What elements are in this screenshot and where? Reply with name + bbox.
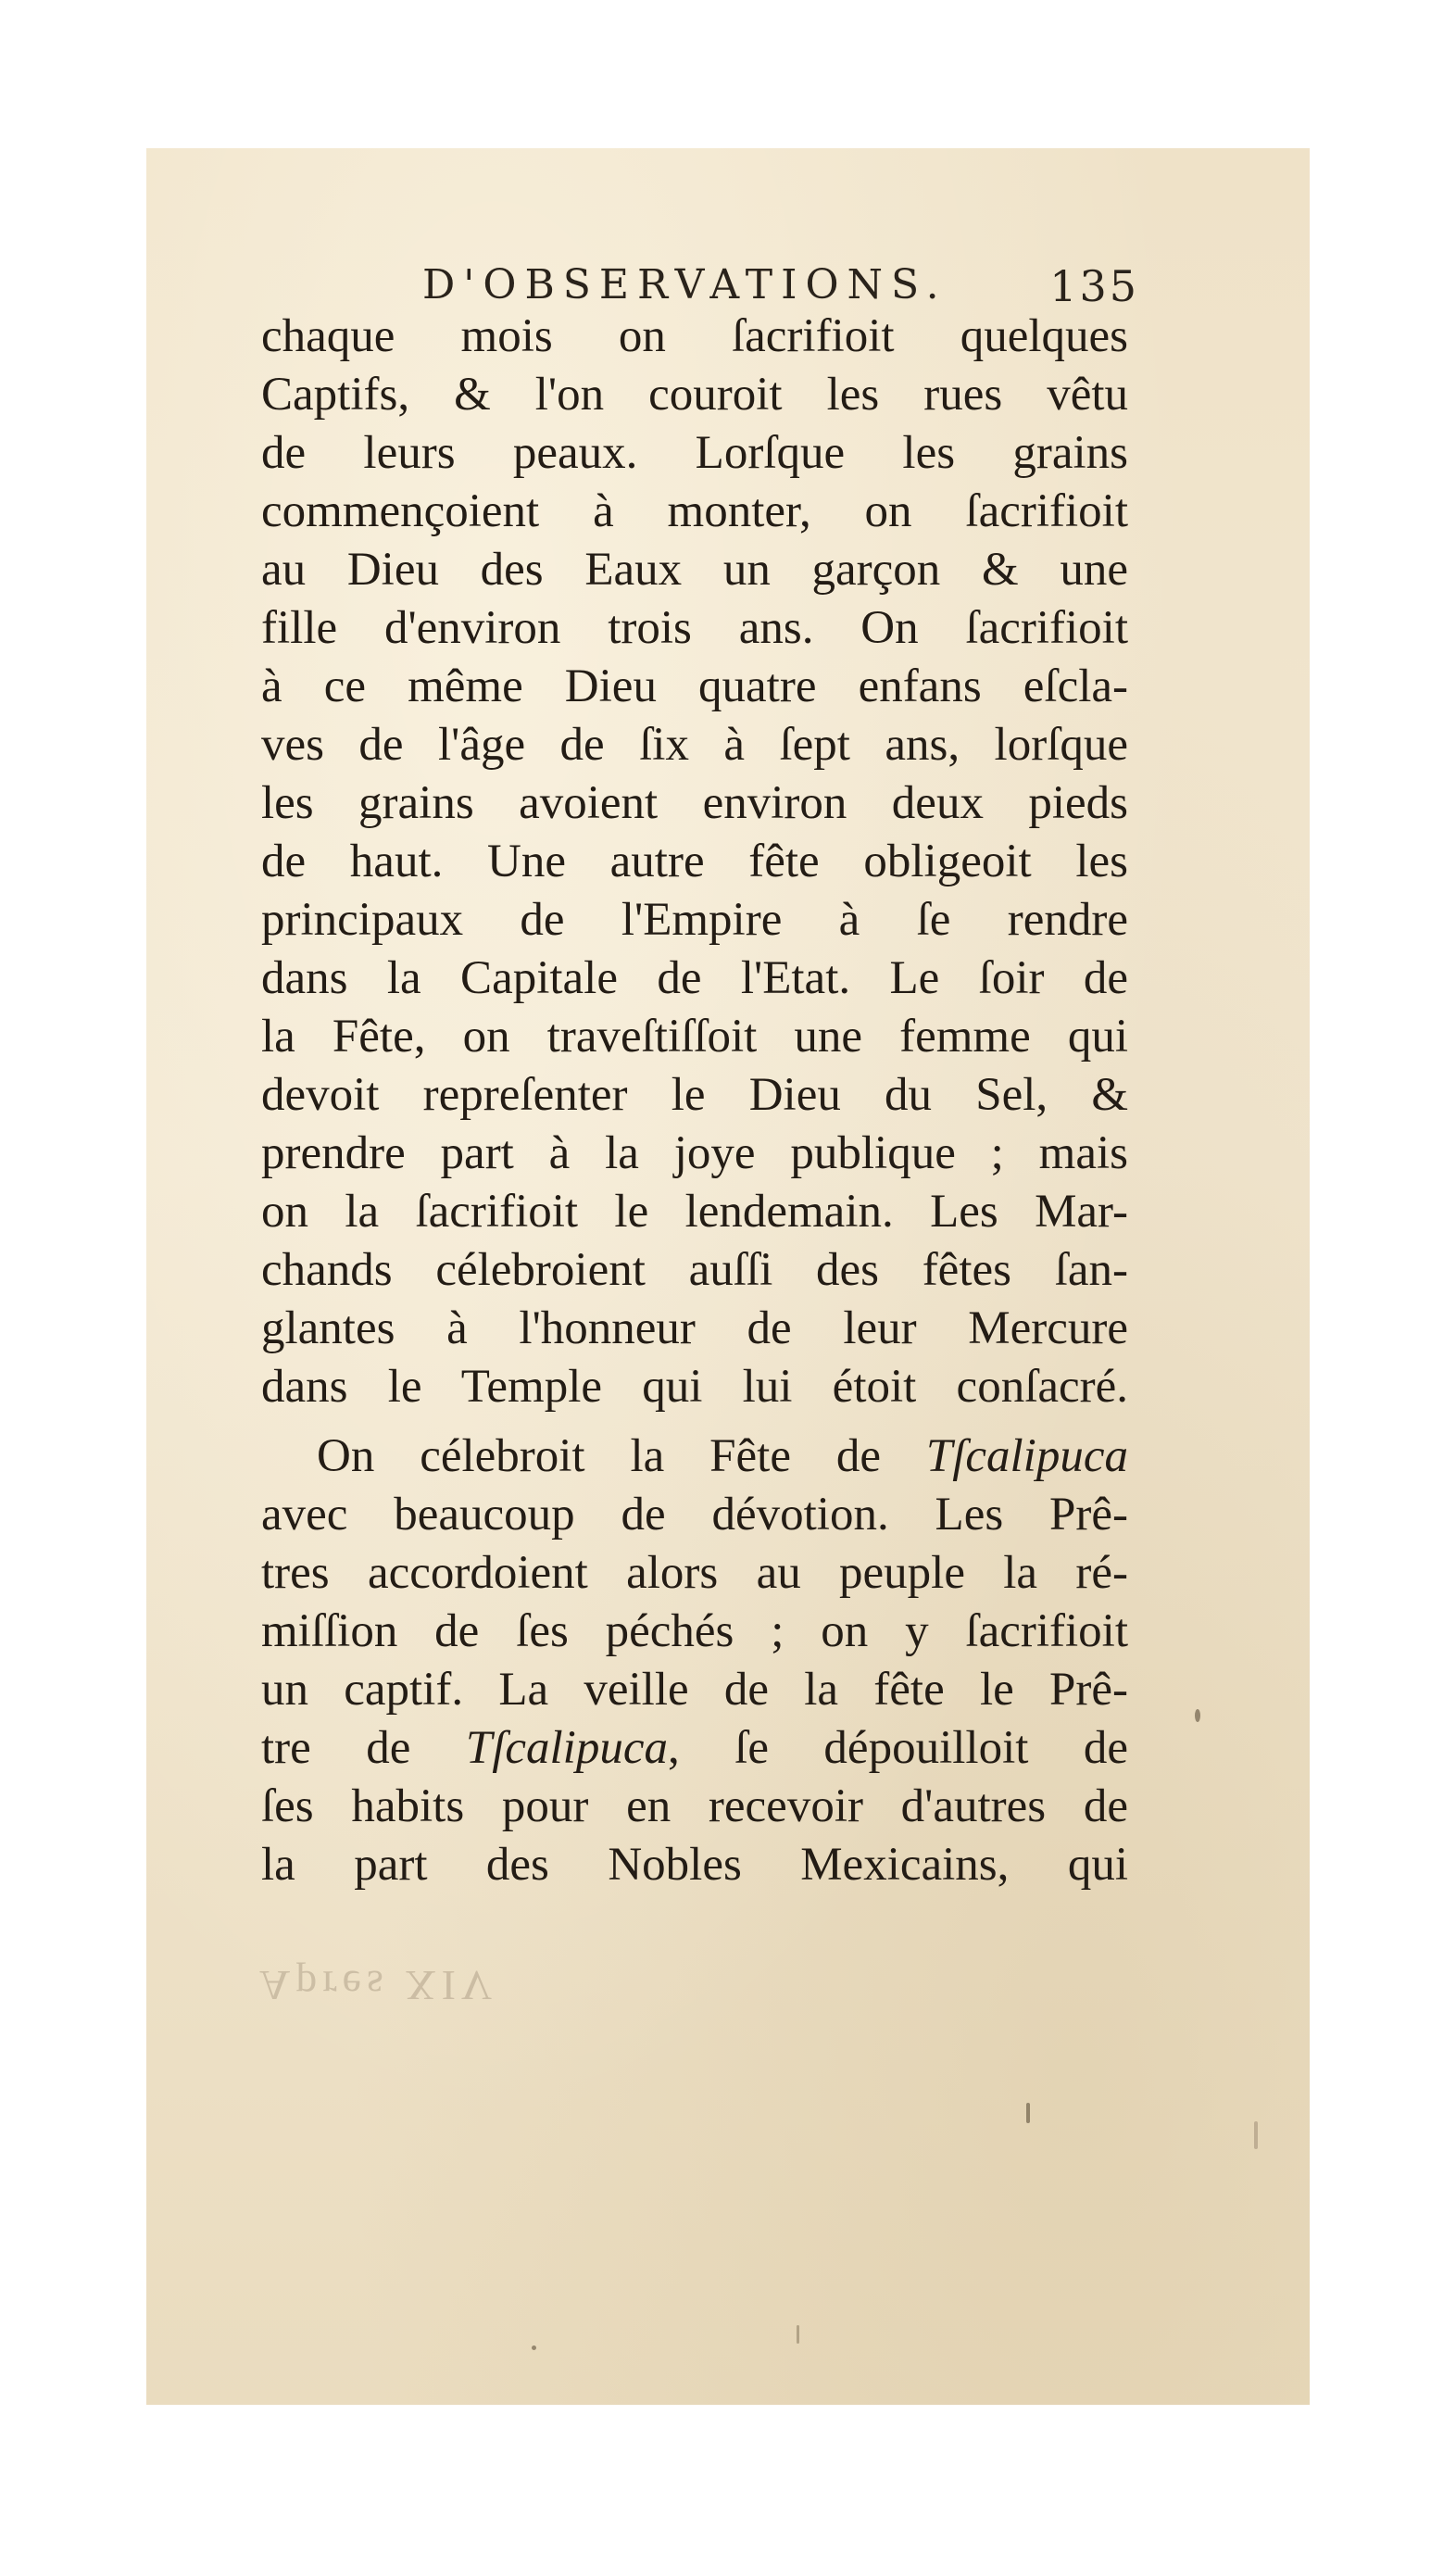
text-line: ves de l'âge de ſix à ſept ans, lorſque (261, 719, 1128, 771)
paper-speck (1195, 1709, 1200, 1722)
text-line: de haut. Une autre fête obligeoit les (261, 836, 1128, 887)
text-line: tre de Tſcalipuca, ſe dépouilloit de (261, 1722, 1128, 1774)
text-line: les grains avoient environ deux pieds (261, 777, 1128, 829)
text-line: dans la Capitale de l'Etat. Le ſoir de (261, 952, 1128, 1004)
page-number: 135 (1049, 261, 1139, 311)
text-line: à ce même Dieu quatre enfans eſcla- (261, 660, 1128, 712)
text-line: avec beaucoup de dévotion. Les Prê- (261, 1489, 1128, 1541)
text-line: tres accordoient alors au peuple la ré- (261, 1547, 1128, 1599)
text-line: commençoient à monter, on ſacrifioit (261, 485, 1128, 537)
text-line: ſes habits pour en recevoir d'autres de (261, 1780, 1128, 1832)
text-line: au Dieu des Eaux un garçon & une (261, 544, 1128, 596)
text-line: miſſion de ſes péchés ; on y ſacrifioit (261, 1605, 1128, 1657)
text-line: glantes à l'honneur de leur Mercure (261, 1302, 1128, 1354)
text-line: prendre part à la joye publique ; mais (261, 1127, 1128, 1179)
paper-speck (532, 2345, 536, 2350)
paper-speck (797, 2325, 799, 2344)
text-line: on la ſacrifioit le lendemain. Les Mar- (261, 1186, 1128, 1238)
paper-speck (1254, 2121, 1258, 2149)
text-line: Captifs, & l'on couroit les rues vêtu (261, 369, 1128, 421)
text-line: la Fête, on traveſtiſſoit une femme qui (261, 1011, 1128, 1063)
text-line: principaux de l'Empire à ſe rendre (261, 894, 1128, 946)
text-line: la part des Nobles Mexicains, qui (261, 1839, 1128, 1891)
text-line: de leurs peaux. Lorſque les grains (261, 427, 1128, 479)
text-line: chaque mois on ſacrifioit quelques (261, 310, 1128, 362)
show-through-text: Apres XIV (259, 1962, 498, 2009)
running-head: D'OBSERVATIONS. (422, 261, 948, 308)
text-line: chands célebroient auſſi des fêtes ſan- (261, 1244, 1128, 1296)
text-line: un captif. La veille de la fête le Prê- (261, 1664, 1128, 1716)
paper-speck (1026, 2103, 1030, 2123)
text-line: fille d'environ trois ans. On ſacrifioit (261, 602, 1128, 654)
text-line: On célebroit la Fête de Tſcalipuca (317, 1430, 1128, 1482)
text-line: devoit repreſenter le Dieu du Sel, & (261, 1069, 1128, 1121)
text-line: dans le Temple qui lui étoit conſacré. (261, 1361, 1128, 1413)
